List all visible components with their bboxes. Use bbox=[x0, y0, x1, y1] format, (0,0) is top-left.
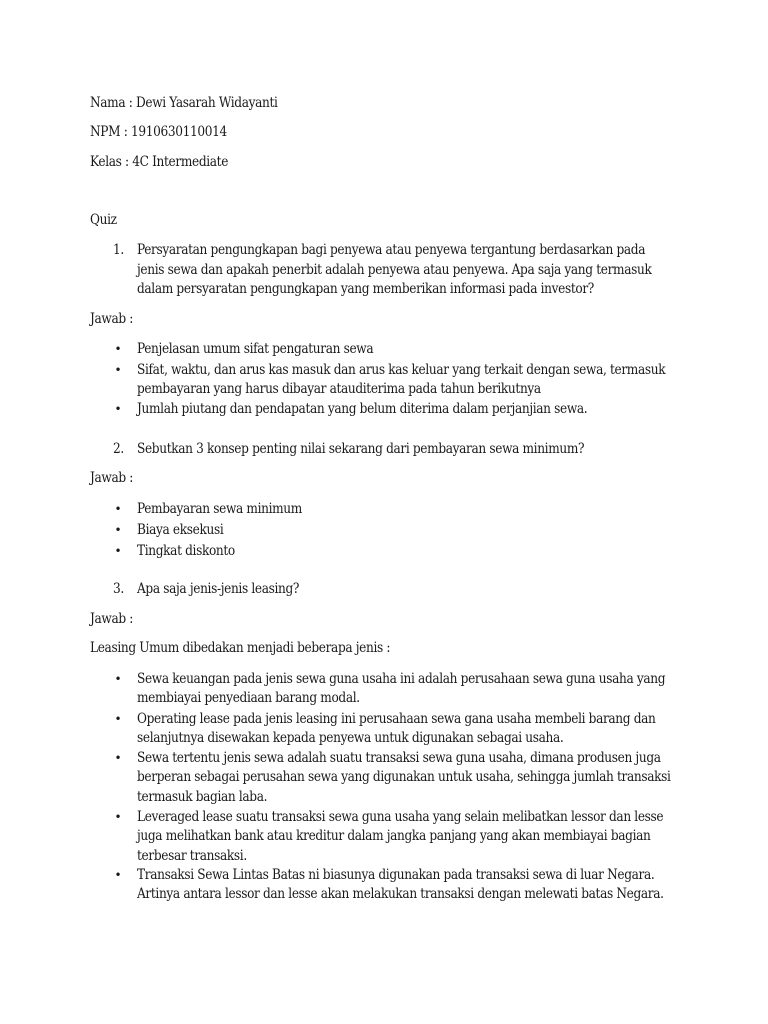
answer-3-item-cont: terbesar transaksi. bbox=[137, 848, 247, 864]
answer-3-item: Transaksi Sewa Lintas Batas ni biasunya digunakan pada transaksi sewa di luar Negara. bbox=[137, 867, 655, 883]
answer-3-item-cont: membiayai penyediaan barang modal. bbox=[137, 690, 360, 706]
answer-3-item: Leveraged lease suatu transaksi sewa guna usaha yang selain melibatkan lessor dan lesse bbox=[137, 809, 664, 825]
student-name: Nama : Dewi Yasarah Widayanti bbox=[90, 95, 278, 111]
answer-3-item: Sewa tertentu jenis sewa adalah suatu transaksi sewa guna usaha, dimana produsen juga bbox=[137, 750, 661, 766]
question-number: 1. bbox=[113, 242, 124, 258]
answer-3-item: Operating lease pada jenis leasing ini perusahaan sewa gana usaha membeli barang dan bbox=[137, 711, 656, 727]
question-1-line: Persyaratan pengungkapan bagi penyewa atau penyewa tergantung berdasarkan pada bbox=[137, 242, 646, 258]
answer-2-item: Biaya eksekusi bbox=[137, 522, 224, 538]
question-3-line: Apa saja jenis-jenis leasing? bbox=[137, 581, 300, 597]
student-npm: NPM : 1910630110014 bbox=[90, 124, 227, 140]
bullet-icon: • bbox=[114, 544, 122, 558]
answer-2-item: Pembayaran sewa minimum bbox=[137, 501, 302, 517]
bullet-icon: • bbox=[114, 712, 122, 726]
bullet-icon: • bbox=[114, 402, 122, 416]
bullet-icon: • bbox=[114, 502, 122, 516]
answer-label: Jawab : bbox=[90, 470, 134, 486]
question-1-line: jenis sewa dan apakah penerbit adalah penyewa atau penyewa. Apa saja yang termasuk bbox=[137, 262, 652, 278]
answer-3-item-cont: termasuk bagian laba. bbox=[137, 789, 268, 805]
bullet-icon: • bbox=[114, 810, 122, 824]
bullet-icon: • bbox=[114, 672, 122, 686]
bullet-icon: • bbox=[114, 751, 122, 765]
answer-3-item: Sewa keuangan pada jenis sewa guna usaha ini adalah perusahaan sewa guna usaha yang bbox=[137, 671, 666, 687]
answer-2-item: Tingkat diskonto bbox=[137, 543, 235, 559]
answer-1-item: Penjelasan umum sifat pengaturan sewa bbox=[137, 341, 374, 357]
bullet-icon: • bbox=[114, 342, 122, 356]
answer-label: Jawab : bbox=[90, 311, 134, 327]
bullet-icon: • bbox=[114, 523, 122, 537]
question-2-line: Sebutkan 3 konsep penting nilai sekarang dari pembayaran sewa minimum? bbox=[137, 441, 585, 457]
answer-label: Jawab : bbox=[90, 611, 134, 627]
bullet-icon: • bbox=[114, 363, 122, 377]
answer-1-item: Jumlah piutang dan pendapatan yang belum diterima dalam perjanjian sewa. bbox=[137, 401, 588, 417]
answer-3-item-cont: juga melihatkan bank atau kreditur dalam jangka panjang yang akan membiayai bagian bbox=[137, 828, 651, 844]
answer-3-item-cont: Artinya antara lessor dan lesse akan melakukan transaksi dengan melewati batas Negara. bbox=[137, 886, 664, 902]
answer-1-item: Sifat, waktu, dan arus kas masuk dan arus kas keluar yang terkait dengan sewa, termasuk bbox=[137, 362, 666, 378]
question-number: 2. bbox=[113, 441, 124, 457]
answer-3-item-cont: selanjutnya disewakan kepada penyewa untuk digunakan sebagai usaha. bbox=[137, 730, 564, 746]
question-1-line: dalam persyaratan pengungkapan yang memberikan informasi pada investor? bbox=[137, 281, 594, 297]
question-number: 3. bbox=[113, 581, 124, 597]
student-class: Kelas : 4C Intermediate bbox=[90, 154, 229, 170]
quiz-title: Quiz bbox=[90, 212, 117, 228]
answer-1-item-cont: pembayaran yang harus dibayar atauditerima pada tahun berikutnya bbox=[137, 381, 541, 397]
answer-3-item-cont: berperan sebagai perusahan sewa yang digunakan untuk usaha, sehingga jumlah transaksi bbox=[137, 769, 671, 785]
bullet-icon: • bbox=[114, 868, 122, 882]
answer-3-intro: Leasing Umum dibedakan menjadi beberapa jenis : bbox=[90, 640, 391, 656]
